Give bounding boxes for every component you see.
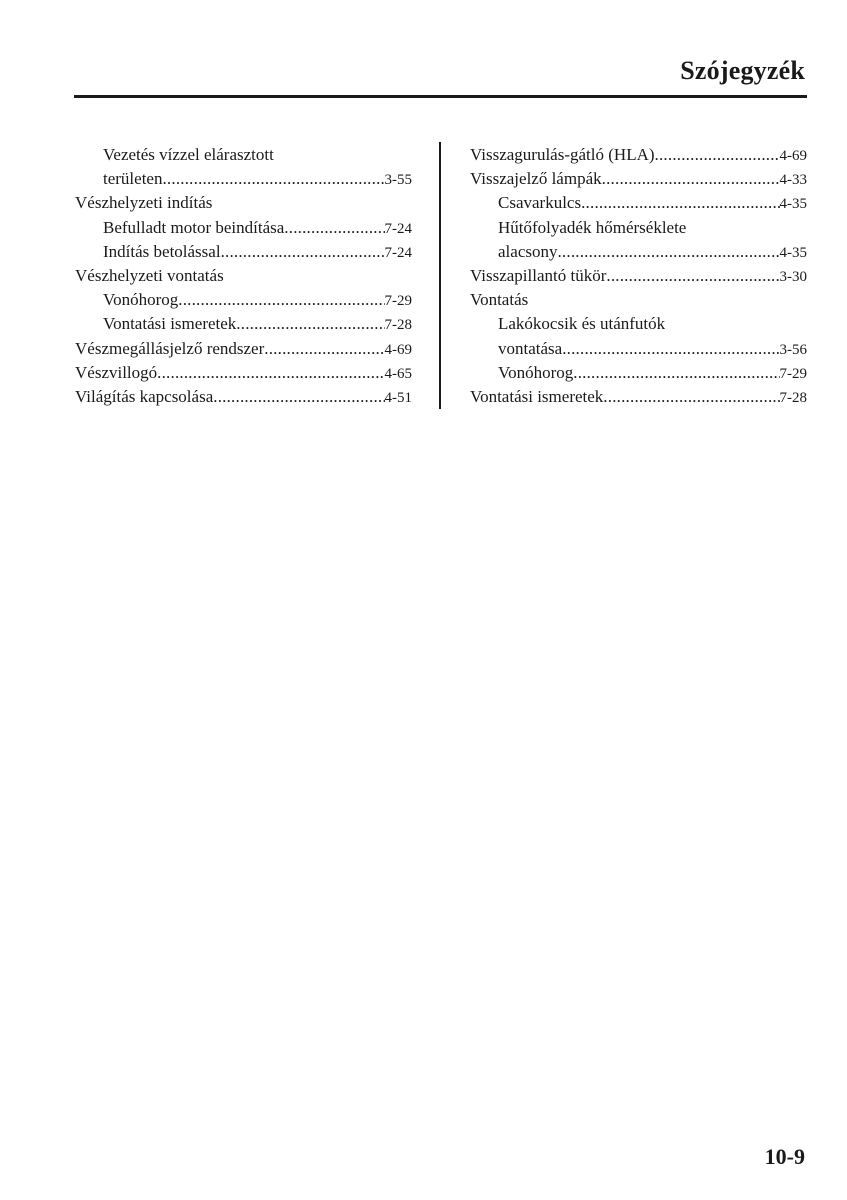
index-term: Vészmegállásjelző rendszer	[75, 338, 265, 358]
index-page-ref: 7-29	[779, 365, 807, 382]
index-entry	[470, 288, 807, 312]
dot-leader	[221, 240, 385, 264]
index-page-ref: 4-33	[779, 172, 807, 189]
index-page-ref: 4-35	[779, 244, 807, 261]
index-page-ref: 7-28	[384, 317, 412, 334]
index-entry	[470, 191, 807, 215]
index-term: Csavarkulcs	[498, 193, 582, 213]
index-entry	[75, 143, 412, 167]
index-entry	[75, 191, 412, 215]
index-term: Vonóhorog	[498, 362, 574, 382]
index-entry	[75, 337, 412, 361]
index-term: Vontatási ismeretek	[470, 386, 604, 406]
dot-leader	[573, 361, 779, 385]
index-term: Vészhelyzeti indítás	[75, 193, 213, 213]
dot-leader	[162, 167, 384, 191]
index-page-ref: 4-51	[384, 389, 412, 406]
index-column-left	[75, 143, 412, 409]
index-entry	[470, 361, 807, 385]
index-entry	[75, 288, 412, 312]
index-entry	[75, 216, 412, 240]
index-term: vontatása	[498, 338, 563, 358]
index-page-ref: 7-29	[384, 293, 412, 310]
index-term: Világítás kapcsolása	[75, 386, 214, 406]
header-divider	[74, 95, 807, 98]
index-term: Lakókocsik és utánfutók	[498, 314, 666, 334]
index-entry	[470, 312, 807, 336]
index-term: Vezetés vízzel elárasztott	[103, 145, 274, 164]
index-entry	[75, 361, 412, 385]
dot-leader	[655, 143, 780, 167]
index-column-right	[470, 143, 807, 409]
page-number: 10-9	[764, 1144, 805, 1169]
dot-leader	[213, 385, 384, 409]
index-term: Visszajelző lámpák	[470, 169, 602, 189]
index-page-ref: 3-55	[384, 172, 412, 189]
dot-leader	[284, 216, 384, 240]
index-page-ref: 7-24	[384, 244, 412, 261]
index-entry	[75, 264, 412, 288]
index-entry	[75, 240, 412, 264]
index-entry	[470, 167, 807, 191]
dot-leader	[157, 361, 384, 385]
index-term: Vészhelyzeti vontatás	[75, 265, 224, 285]
index-term: alacsony	[498, 241, 558, 261]
index-term: Visszagurulás-gátló (HLA)	[470, 145, 655, 164]
index-term: Visszapillantó tükör	[470, 265, 607, 285]
index-entry	[75, 385, 412, 409]
index-entry	[470, 240, 807, 264]
index-term: Vontatás	[470, 290, 529, 310]
index-entry	[470, 337, 807, 361]
page-title: Szójegyzék	[680, 56, 805, 85]
dot-leader	[602, 167, 780, 191]
index-page-ref: 4-35	[779, 196, 807, 213]
index-entry	[75, 167, 412, 191]
index-entry	[470, 143, 807, 167]
index-term: Befulladt motor beindítása	[103, 217, 285, 237]
dot-leader	[603, 385, 779, 409]
index-term: Vontatási ismeretek	[103, 314, 237, 334]
dot-leader	[557, 240, 779, 264]
dot-leader	[178, 288, 384, 312]
index-term: területen	[103, 169, 163, 189]
dot-leader	[562, 337, 779, 361]
dot-leader	[264, 337, 384, 361]
index-entry	[470, 264, 807, 288]
index-page-ref: 7-28	[779, 389, 807, 406]
dot-leader	[581, 191, 779, 215]
index-page-ref: 3-30	[779, 268, 807, 285]
dot-leader	[236, 312, 384, 336]
index-term: Vonóhorog	[103, 290, 179, 310]
index-entry	[470, 385, 807, 409]
index-entry	[75, 312, 412, 336]
index-page-ref: 3-56	[779, 341, 807, 358]
index-term: Indítás betolással	[103, 241, 221, 261]
index-page-ref: 4-69	[779, 148, 807, 164]
index-entry	[470, 216, 807, 240]
index-page-ref: 4-65	[384, 365, 412, 382]
index-page-ref: 7-24	[384, 220, 412, 237]
column-divider	[439, 142, 441, 409]
index-term: Hűtőfolyadék hőmérséklete	[498, 217, 687, 237]
dot-leader	[606, 264, 779, 288]
index-page-ref: 4-69	[384, 341, 412, 358]
index-term: Vészvillogó	[75, 362, 158, 382]
